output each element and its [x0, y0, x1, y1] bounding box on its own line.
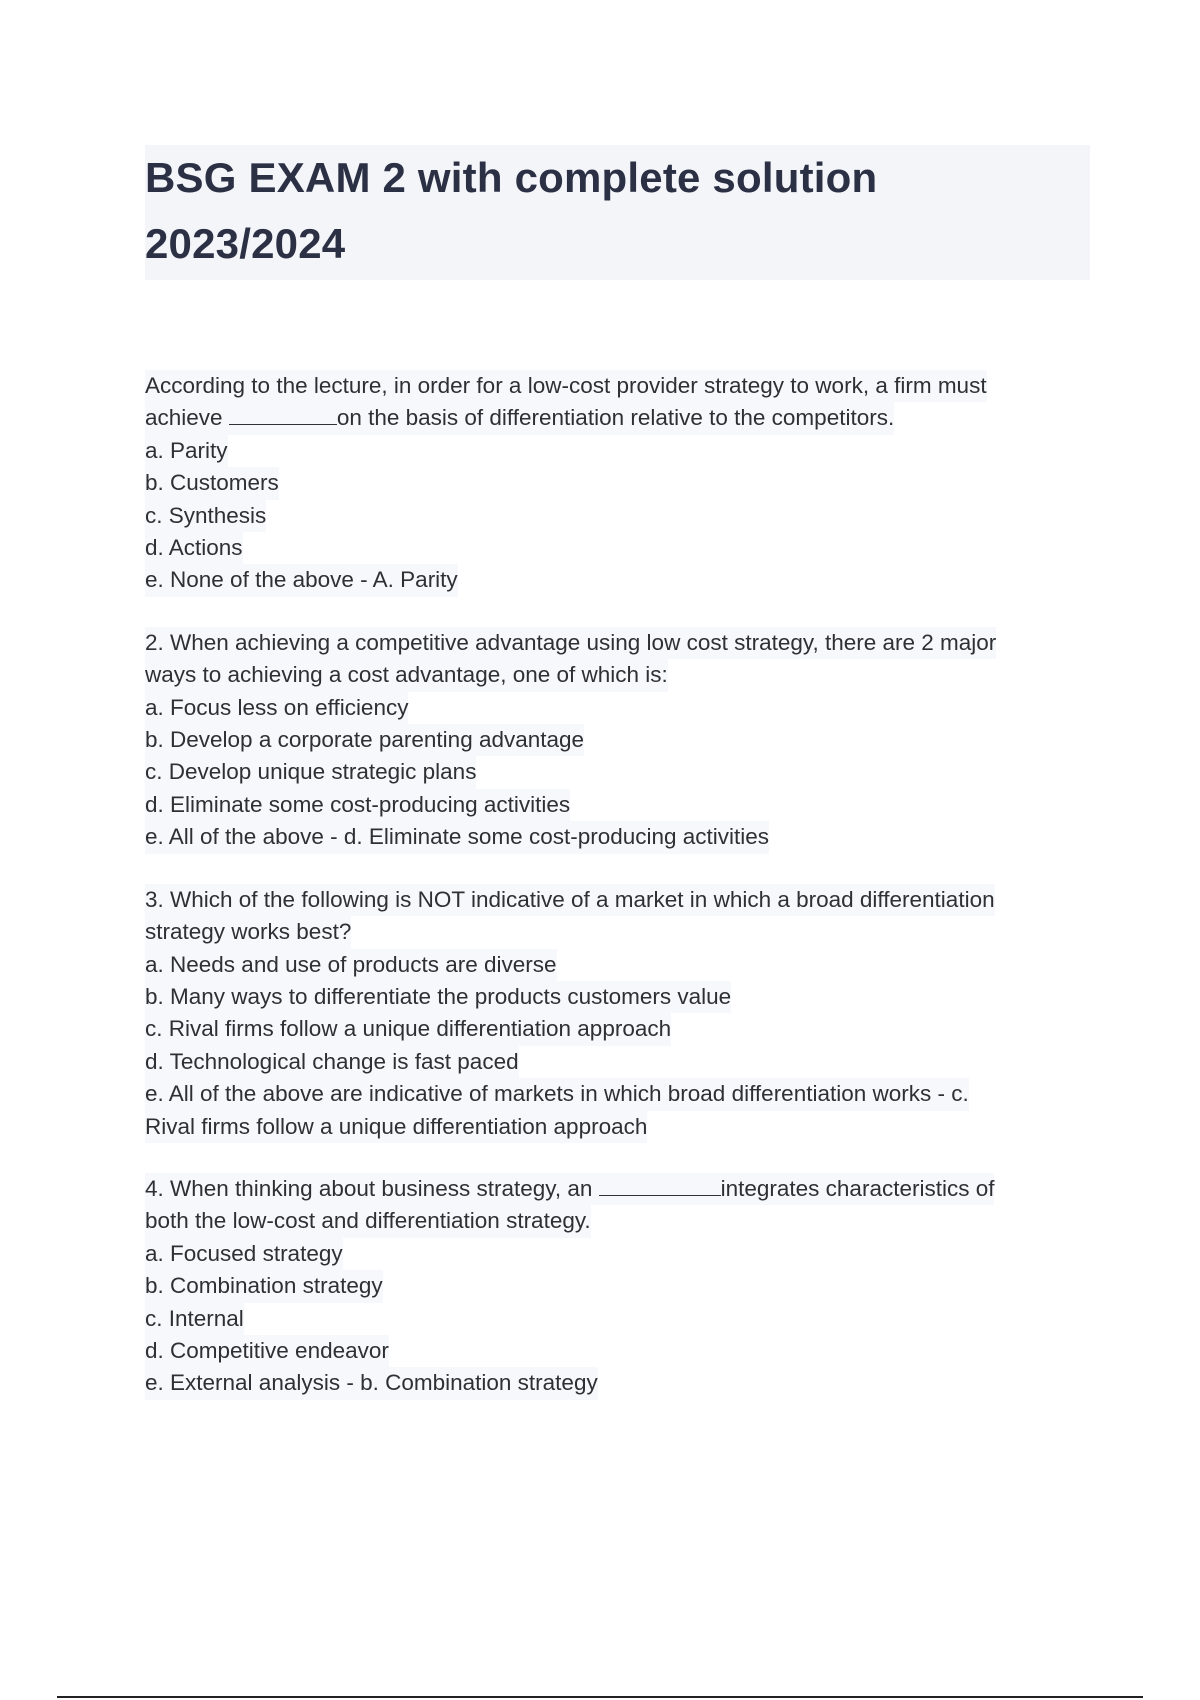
question-2 — [145, 627, 1090, 854]
question-stem-line: strategy works best? — [145, 916, 351, 948]
answer-option: c. Develop unique strategic plans — [145, 756, 476, 788]
question-list — [145, 370, 1090, 1430]
question-4 — [145, 1173, 1090, 1400]
answer-option: b. Develop a corporate parenting advantage — [145, 724, 584, 756]
answer-option: d. Technological change is fast paced — [145, 1046, 519, 1078]
question-1 — [145, 370, 1090, 597]
answer-option-with-solution: e. External analysis - b. Combination strategy — [145, 1367, 598, 1399]
document-title — [145, 145, 1090, 277]
answer-option: d. Actions — [145, 532, 243, 564]
stem-text-before-blank: achieve — [145, 405, 229, 431]
question-stem-line: ways to achieving a cost advantage, one of which is: — [145, 659, 668, 691]
answer-option-with-solution-continued: Rival firms follow a unique differentiation approach — [145, 1111, 647, 1143]
answer-blank — [229, 402, 337, 425]
answer-option: c. Rival firms follow a unique differentiation approach — [145, 1013, 671, 1045]
answer-option: b. Combination strategy — [145, 1270, 383, 1302]
question-stem-line — [145, 402, 894, 434]
question-stem-line: 3. Which of the following is NOT indicative of a market in which a broad differentiation — [145, 884, 995, 916]
title-line-2: 2023/2024 — [145, 220, 346, 267]
answer-option-with-solution: e. All of the above are indicative of markets in which broad differentiation works - c. — [145, 1078, 969, 1110]
question-3 — [145, 884, 1090, 1143]
question-stem-line: 2. When achieving a competitive advantage using low cost strategy, there are 2 major — [145, 627, 996, 659]
answer-option: a. Focus less on efficiency — [145, 692, 408, 724]
answer-option: b. Customers — [145, 467, 279, 499]
question-stem-line: According to the lecture, in order for a low-cost provider strategy to work, a firm must — [145, 370, 987, 402]
title-line-1: BSG EXAM 2 with complete solution — [145, 154, 878, 201]
answer-option: a. Parity — [145, 435, 228, 467]
answer-option: d. Eliminate some cost-producing activities — [145, 789, 570, 821]
answer-option: c. Internal — [145, 1303, 244, 1335]
stem-text-before-blank: 4. When thinking about business strategy, an — [145, 1175, 599, 1201]
footer-divider — [57, 1696, 1143, 1698]
answer-option: c. Synthesis — [145, 500, 266, 532]
stem-text-after-blank: on the basis of differentiation relative to the competitors. — [336, 405, 895, 431]
answer-option-with-solution: e. None of the above - A. Parity — [145, 564, 458, 596]
answer-option: a. Needs and use of products are diverse — [145, 949, 557, 981]
question-stem-line — [145, 1173, 994, 1205]
title-block — [145, 145, 1090, 280]
stem-text-after-blank: integrates characteristics of — [720, 1175, 995, 1201]
answer-option-with-solution: e. All of the above - d. Eliminate some cost-producing activities — [145, 821, 769, 853]
answer-option: d. Competitive endeavor — [145, 1335, 389, 1367]
question-stem-line: both the low-cost and differentiation strategy. — [145, 1205, 591, 1237]
answer-option: b. Many ways to differentiate the products customers value — [145, 981, 731, 1013]
answer-blank — [599, 1173, 721, 1196]
answer-option: a. Focused strategy — [145, 1238, 343, 1270]
